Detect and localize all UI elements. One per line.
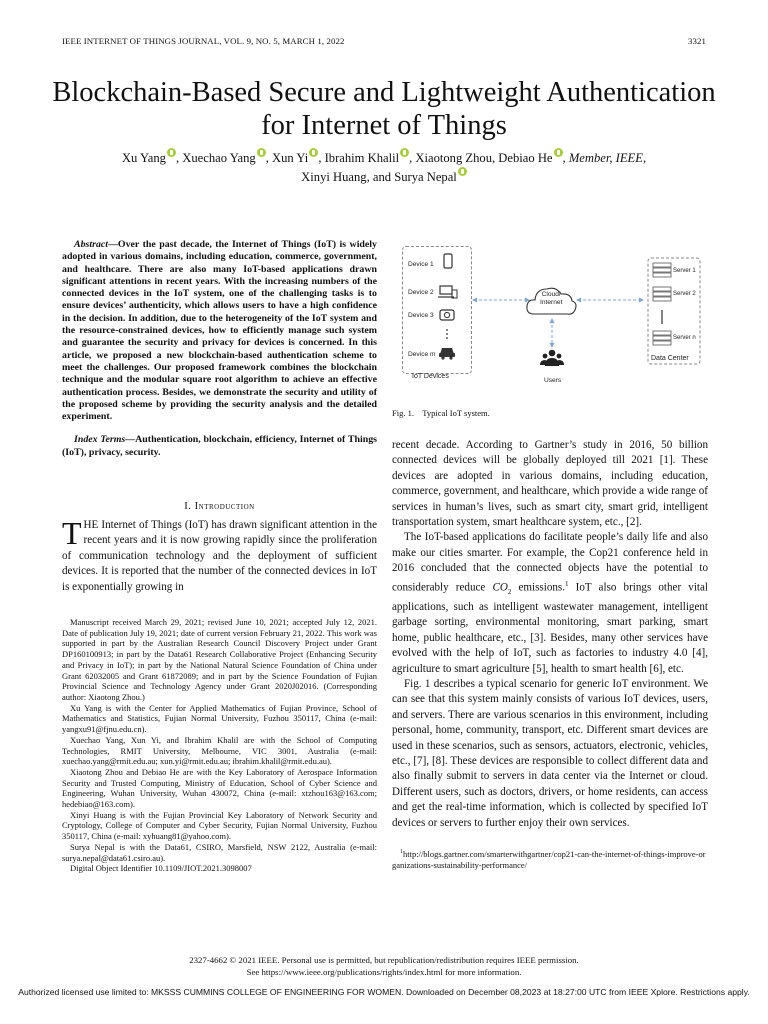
server-label: Server 1 bbox=[673, 268, 696, 274]
author-name: , Xiaotong Zhou, Debiao He bbox=[409, 151, 553, 166]
device-label: Device 1 bbox=[408, 261, 434, 268]
server-icon bbox=[653, 263, 671, 277]
footnote: Manuscript received March 29, 2021; revised June 10, 2021; accepted July 12, 2021. Date of publication July 19, 2021; date of current version February 21, 2022. This work was supported in part by the Australian Research Council Discovery Project under Grant DP160100913; in part by the Data61 Research Collaborative Project (Enhancing Security and Privacy in IoT); in part by the National Natural Science Foundation of China under Grant 62032005 and Grant 61872089; and in part by the Science Foundation of Fujian Provincial Science and Technology Agency under Grant 2020J02016. (Corresponding author: Xiaotong Zhou.) bbox=[62, 617, 377, 702]
paragraph-text: emissions. bbox=[511, 581, 566, 594]
left-column bbox=[62, 239, 377, 874]
abstract-label: Abstract bbox=[74, 239, 109, 250]
footnote: Xu Yang is with the Center for Applied Mathematics of Fujian Province, School of Mathematics and Statistics, Fujian Normal University, Fuzhou 350117, China (e-mail: yangxu91@fjnu.edu.cn). bbox=[62, 702, 377, 735]
author-name: Xu Yang bbox=[121, 151, 166, 166]
paragraph bbox=[392, 530, 708, 677]
index-terms bbox=[62, 434, 377, 459]
paragraph-text: The IoT-based applications do facilitate people’s daily life and also make our cities smarter. For example, the Cop21 conference held in 2016 concluded that the connected objects have the potential to considerably reduce bbox=[392, 531, 708, 594]
connection-arrow bbox=[550, 318, 555, 348]
author-list bbox=[50, 148, 718, 186]
author-name: Xinyi Huang, and Surya Nepal bbox=[301, 170, 457, 185]
intro-text: HE Internet of Things (IoT) has drawn significant attention in the recent years and it is now growing rapidly since the proliferation of communication technology and the deployment of sufficient devices. It is reported that the number of the connected devices in IoT is exponentially growing in bbox=[62, 519, 377, 593]
orcid-icon[interactable] bbox=[458, 167, 467, 176]
paragraph-text: IoT also brings other vital applications, such as intelligent wastewater management, intelligent garbage sorting, environmental monitoring, smart parking, smart home, public healthcare, etc., [3]. Besides, many other services have evolved with the help of IoT, such as factories to industry 4.0 [4], agriculture to smart agriculture [5], health to smart health [6], etc. bbox=[392, 581, 708, 675]
author-name: , Ibrahim Khalil bbox=[318, 151, 400, 166]
index-terms-text: —Authentication, blockchain, efficiency, Internet of Things (IoT), privacy, security. bbox=[62, 434, 377, 458]
right-column bbox=[392, 240, 708, 871]
footnote: Surya Nepal is with the Data61, CSIRO, Marsfield, NSW 2122, Australia (e-mail: surya.nepal@data61.csiro.au). bbox=[62, 841, 377, 863]
laptop-icon bbox=[438, 286, 457, 298]
license-notice: Authorized licensed use limited to: MKSSS CUMMINS COLLEGE OF ENGINEERING FOR WOMEN. Downloaded on December 08,2023 at 18:27:00 UTC from IEEE Xplore. Restrictions apply. bbox=[18, 987, 750, 997]
phone-icon bbox=[444, 254, 452, 268]
dots-icon bbox=[446, 329, 448, 339]
car-icon bbox=[439, 348, 455, 360]
orcid-icon[interactable] bbox=[400, 148, 409, 157]
co2-subscript: 2 bbox=[507, 587, 512, 596]
footnote: Digital Object Identifier 10.1109/JIOT.2021.3098007 bbox=[70, 863, 252, 874]
co2-symbol: CO bbox=[492, 581, 508, 594]
data-center-label: Data Center bbox=[651, 355, 689, 362]
device-label: Device m bbox=[408, 351, 436, 358]
copyright-line: 2327-4662 © 2021 IEEE. Personal use is permitted, but republication/redistribution requires IEEE permission. bbox=[189, 955, 579, 965]
orcid-icon[interactable] bbox=[309, 148, 318, 157]
figure-caption: Fig. 1. Typical IoT system. bbox=[392, 408, 490, 418]
page-number: 3321 bbox=[688, 36, 706, 46]
figure-1 bbox=[392, 240, 708, 390]
orcid-icon[interactable] bbox=[554, 148, 563, 157]
connection-arrow bbox=[472, 298, 530, 303]
server-icon bbox=[653, 331, 671, 345]
section-title: Introduction bbox=[194, 501, 255, 513]
intro-paragraph bbox=[62, 515, 377, 595]
copyright-line[interactable]: See https://www.ieee.org/publications/rights/index.html for more information. bbox=[246, 966, 522, 977]
drop-cap: T bbox=[62, 515, 82, 552]
connection-arrow bbox=[576, 298, 644, 303]
footnote: Xinyi Huang is with the Fujian Provincial Key Laboratory of Network Security and Cryptology, College of Computer and Cyber Security, Fujian Normal University, Fuzhou 350117, China (e-mail: xyhuang81@yahoo.com). bbox=[62, 809, 377, 842]
cloud-label: Cloud/ Internet bbox=[540, 291, 563, 306]
abstract bbox=[62, 239, 377, 423]
server-icon bbox=[653, 287, 671, 301]
users-label: Users bbox=[544, 377, 562, 384]
footnote-url[interactable]: http://blogs.gartner.com/smarterwithgartner/cop21-can-the-internet-of-things-improve-organizations-sustainability-performance/ bbox=[392, 848, 706, 870]
paragraph: Fig. 1 describes a typical scenario for generic IoT environment. We can see that this system mainly consists of various IoT devices, users, and servers. There are various scenarios in this environment, including personal, home, community, transport, etc. Different smart devices are used in these scenarios, such as sensors, actuators, electronic, vehicles, etc., [7], [8]. These devices are responsible to collect different data and also finally submit to servers in data center via the Internet or cloud. Different users, such as doctors, drivers, or home residents, can access and get the real-time information, which is collected by specified IoT devices or servers to further enjoy their own services. bbox=[392, 678, 708, 829]
footnote-right bbox=[392, 847, 708, 871]
abstract-text: —Over the past decade, the Internet of Things (IoT) is widely adopted in various domains, including education, commerce, government, and healthcare. There are also many IoT-based applications drawn significant attentions in recent years. With the increasing numbers of the connected devices in the IoT system, one of the challenging tasks is to ensure devices’ authenticity, which allows users to have a high confidence in the decision. In addition, due to the heterogeneity of the IoT system and the resource-constrained devices, how to efficiently manage such system and guarantee the security and privacy for devices is concerned. In this article, we proposed a new blockchain-based authentication scheme to meet the challenges. Our proposed framework combines the blockchain technique and the modular square root algorithm to achieve an effective authentication process. Besides, we demonstrate the security and utility of the proposed scheme by providing the security analysis and the detailed experiment. bbox=[62, 239, 377, 423]
device-label: Device 3 bbox=[408, 312, 434, 319]
users-icon bbox=[540, 350, 564, 366]
server-label: Server n bbox=[673, 335, 696, 341]
footnote-number: 1 bbox=[400, 849, 403, 856]
footnote-mark[interactable]: 1 bbox=[565, 579, 569, 588]
device-label: Device 2 bbox=[408, 289, 434, 296]
camera-icon bbox=[440, 310, 454, 320]
right-body bbox=[392, 438, 708, 831]
author-membership: , Member, IEEE, bbox=[562, 151, 647, 166]
author-name: , Xun Yi bbox=[265, 151, 309, 166]
server-label: Server 2 bbox=[673, 291, 696, 297]
orcid-icon[interactable] bbox=[167, 148, 176, 157]
figure-graphics bbox=[392, 240, 708, 390]
author-name: , Xuechao Yang bbox=[175, 151, 256, 166]
section-heading bbox=[62, 501, 377, 512]
footnote: Xuechao Yang, Xun Yi, and Ibrahim Khalil are with the School of Computing Technologies, RMIT University, Melbourne, VIC 3001, Australia (e-mail: xuechao.yang@rmit.edu.au; xun.yi@rmit.edu.au; ibrahim.khalil@rmit.edu.au). bbox=[62, 734, 377, 767]
section-number: I. bbox=[184, 501, 192, 513]
index-terms-label: Index Terms bbox=[74, 434, 126, 446]
copyright-notice bbox=[40, 955, 728, 978]
paper-title: Blockchain-Based Secure and Lightweight Authentication for Internet of Things bbox=[52, 77, 716, 141]
footnote: Xiaotong Zhou and Debiao He are with the Key Laboratory of Aerospace Information Security and Trusted Computing, Ministry of Education, School of Cyber Science and Engineering, Wuhan University, Wuhan 430072, China (e-mail: xtzhou163@163.com; hedebiao@163.com). bbox=[62, 766, 377, 810]
journal-name: IEEE INTERNET OF THINGS JOURNAL, VOL. 9, NO. 5, MARCH 1, 2022 bbox=[62, 36, 345, 46]
footnotes-left bbox=[62, 617, 377, 874]
orcid-icon[interactable] bbox=[257, 148, 266, 157]
iot-devices-label: IoT Devices bbox=[412, 373, 449, 380]
paragraph: recent decade. According to Gartner’s study in 2016, 50 billion connected devices will be globally deployed till 2021 [1]. These devices are adopted in various domains, including education, commerce, government, and healthcare, which provide a wide range of services in human’s lives, such as smart city, smart grid, intelligent transportation system, smart healthcare system, etc., [2]. bbox=[392, 439, 708, 529]
